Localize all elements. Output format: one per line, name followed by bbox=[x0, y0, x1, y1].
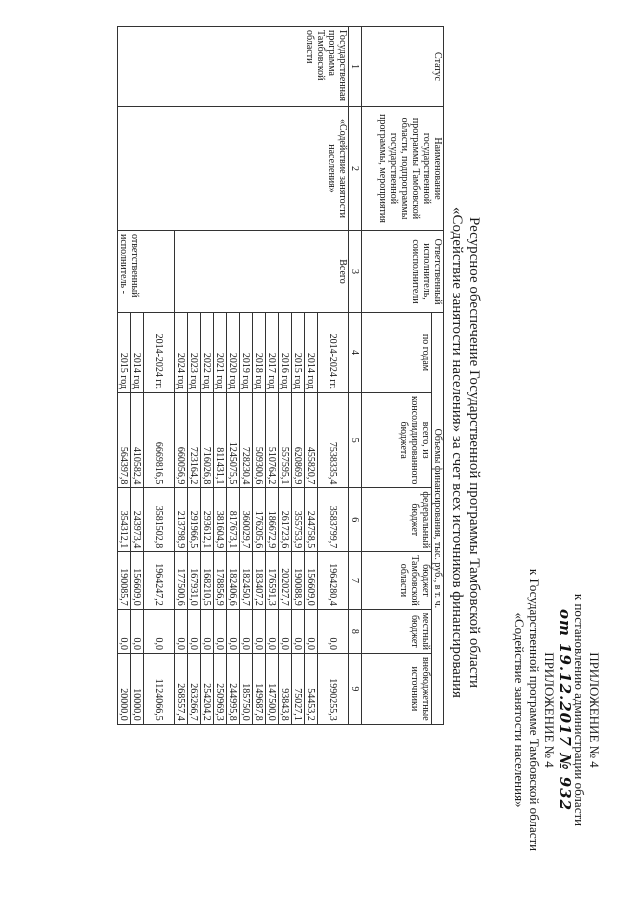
year-cell: 2017 год bbox=[266, 313, 279, 393]
extra-cell: 254204,2 bbox=[201, 653, 214, 724]
total-cell: 811431,1 bbox=[214, 393, 227, 488]
year-cell: 2014-2024 гг. bbox=[318, 313, 349, 393]
regional-cell: 178856,9 bbox=[214, 552, 227, 610]
extra-cell: 268557,4 bbox=[175, 653, 188, 724]
appendix-header bbox=[512, 545, 602, 875]
extra-cell: 75027,1 bbox=[292, 653, 305, 724]
extra-cell: 147500,0 bbox=[266, 653, 279, 724]
regional-cell: 202027,7 bbox=[279, 552, 292, 610]
federal-cell: 293612,1 bbox=[201, 488, 214, 552]
title-line-1: Ресурсное обеспечение Государственной программы Тамбовской области bbox=[466, 216, 482, 689]
regional-cell: 168210,5 bbox=[201, 552, 214, 610]
table-body bbox=[118, 27, 349, 725]
funding-table bbox=[117, 26, 444, 725]
header-total: всего, из консолидированного бюджета bbox=[362, 393, 432, 488]
local-cell: 0,0 bbox=[305, 609, 318, 653]
index-cell: 4 bbox=[349, 313, 362, 393]
year-cell: 2021 год bbox=[214, 313, 227, 393]
regional-cell: 167931,0 bbox=[188, 552, 201, 610]
local-cell: 0,0 bbox=[292, 609, 305, 653]
index-cell: 6 bbox=[349, 488, 362, 552]
resolution-date-number: от 19.12.2017 № 932 bbox=[556, 608, 574, 812]
extra-cell: 1124066,5 bbox=[144, 653, 175, 724]
executor-cell: ответственный исполнитель - bbox=[118, 231, 175, 313]
header-local: местный бюджет bbox=[362, 609, 432, 653]
program-name-cell: «Содействие занятости населения» bbox=[118, 107, 349, 231]
header-executor: Ответственный исполнитель, соисполнители bbox=[362, 231, 444, 313]
total-cell: 509300,6 bbox=[253, 393, 266, 488]
extra-cell: 244995,8 bbox=[227, 653, 240, 724]
total-cell: 716026,8 bbox=[201, 393, 214, 488]
year-cell: 2015 год bbox=[292, 313, 305, 393]
title-line-2: «Содействие занятости населения» за счет всех источников финансирования bbox=[449, 207, 465, 698]
total-cell: 6669816,5 bbox=[144, 393, 175, 488]
index-cell: 1 bbox=[349, 27, 362, 107]
total-cell: 455820,7 bbox=[305, 393, 318, 488]
extra-cell: 54453,2 bbox=[305, 653, 318, 724]
regional-cell: 177500,6 bbox=[175, 552, 188, 610]
regional-cell: 176591,3 bbox=[266, 552, 279, 610]
federal-cell: 3583799,7 bbox=[318, 488, 349, 552]
federal-cell: 213798,9 bbox=[175, 488, 188, 552]
local-cell: 0,0 bbox=[253, 609, 266, 653]
total-cell: 557595,1 bbox=[279, 393, 292, 488]
extra-cell: 1990255,3 bbox=[318, 653, 349, 724]
program-reference: к Государственной программе Тамбовской области bbox=[527, 568, 542, 852]
index-cell: 8 bbox=[349, 609, 362, 653]
header-by-years: по годам bbox=[362, 313, 432, 393]
program-name: «Содействие занятости населения» bbox=[512, 612, 527, 808]
federal-cell: 3581502,8 bbox=[144, 488, 175, 552]
year-cell: 2014 год bbox=[305, 313, 318, 393]
total-cell: 564397,8 bbox=[118, 393, 131, 488]
year-cell: 2014-2024 гг. bbox=[144, 313, 175, 393]
local-cell: 0,0 bbox=[118, 609, 131, 653]
index-cell: 5 bbox=[349, 393, 362, 488]
local-cell: 0,0 bbox=[201, 609, 214, 653]
total-cell: 410582,4 bbox=[131, 393, 144, 488]
total-cell: 660056,9 bbox=[175, 393, 188, 488]
federal-cell: 360029,7 bbox=[240, 488, 253, 552]
table-row bbox=[318, 27, 349, 725]
total-cell: 728230,4 bbox=[240, 393, 253, 488]
federal-cell: 354312,1 bbox=[118, 488, 131, 552]
executor-cell: Всего bbox=[175, 231, 349, 313]
regional-cell: 183407,2 bbox=[253, 552, 266, 610]
local-cell: 0,0 bbox=[188, 609, 201, 653]
resolution-reference: к постановлению администрации области bbox=[572, 593, 587, 827]
federal-cell: 186672,9 bbox=[266, 488, 279, 552]
local-cell: 0,0 bbox=[266, 609, 279, 653]
extra-cell: 20000,0 bbox=[118, 653, 131, 724]
index-cell: 3 bbox=[349, 231, 362, 313]
extra-cell: 185750,0 bbox=[240, 653, 253, 724]
year-cell: 2014 год bbox=[131, 313, 144, 393]
federal-cell: 355753,9 bbox=[292, 488, 305, 552]
regional-cell: 1964247,2 bbox=[144, 552, 175, 610]
local-cell: 0,0 bbox=[175, 609, 188, 653]
local-cell: 0,0 bbox=[227, 609, 240, 653]
appendix-number-2: ПРИЛОЖЕНИЕ № 4 bbox=[542, 652, 557, 768]
header-federal: федеральный бюджет bbox=[362, 488, 432, 552]
local-cell: 0,0 bbox=[131, 609, 144, 653]
index-cell: 2 bbox=[349, 107, 362, 231]
regional-cell: 1964280,4 bbox=[318, 552, 349, 610]
year-cell: 2020 год bbox=[227, 313, 240, 393]
federal-cell: 261723,6 bbox=[279, 488, 292, 552]
total-cell: 510764,2 bbox=[266, 393, 279, 488]
extra-cell: 250969,3 bbox=[214, 653, 227, 724]
index-cell: 7 bbox=[349, 552, 362, 610]
total-cell: 620869,9 bbox=[292, 393, 305, 488]
status-cell: Государственная программа Тамбовской области bbox=[118, 27, 349, 107]
appendix-number: ПРИЛОЖЕНИЕ № 4 bbox=[587, 652, 602, 768]
federal-cell: 243973,4 bbox=[131, 488, 144, 552]
regional-cell: 182450,7 bbox=[240, 552, 253, 610]
local-cell: 0,0 bbox=[279, 609, 292, 653]
total-cell: 1245075,5 bbox=[227, 393, 240, 488]
document-title bbox=[448, 0, 482, 905]
year-cell: 2016 год bbox=[279, 313, 292, 393]
header-extra: внебюджетные источники bbox=[362, 653, 432, 724]
federal-cell: 817673,1 bbox=[227, 488, 240, 552]
year-cell: 2015 год bbox=[118, 313, 131, 393]
column-index-row bbox=[349, 27, 362, 725]
federal-cell: 176205,6 bbox=[253, 488, 266, 552]
total-cell: 7538335,4 bbox=[318, 393, 349, 488]
year-cell: 2022 год bbox=[201, 313, 214, 393]
index-cell: 9 bbox=[349, 653, 362, 724]
year-cell: 2019 год bbox=[240, 313, 253, 393]
total-cell: 723164,2 bbox=[188, 393, 201, 488]
local-cell: 0,0 bbox=[240, 609, 253, 653]
federal-cell: 381604,9 bbox=[214, 488, 227, 552]
federal-cell: 244758,5 bbox=[305, 488, 318, 552]
header-status: Статус bbox=[362, 27, 444, 107]
header-volumes: Объемы финансирования, тыс. руб., в т. ч. bbox=[432, 313, 444, 725]
year-cell: 2018 год bbox=[253, 313, 266, 393]
regional-cell: 190088,9 bbox=[292, 552, 305, 610]
regional-cell: 156609,0 bbox=[131, 552, 144, 610]
extra-cell: 10000,0 bbox=[131, 653, 144, 724]
extra-cell: 263266,7 bbox=[188, 653, 201, 724]
header-regional: бюджет Тамбовской области bbox=[362, 552, 432, 610]
regional-cell: 182406,6 bbox=[227, 552, 240, 610]
regional-cell: 156609,0 bbox=[305, 552, 318, 610]
header-name: Наименование государственной программы Тамбовской области, подпрограммы государственной программы, мероприятия bbox=[362, 107, 444, 231]
extra-cell: 93843,8 bbox=[279, 653, 292, 724]
year-cell: 2023 год bbox=[188, 313, 201, 393]
year-cell: 2024 год bbox=[175, 313, 188, 393]
regional-cell: 190085,7 bbox=[118, 552, 131, 610]
local-cell: 0,0 bbox=[214, 609, 227, 653]
local-cell: 0,0 bbox=[144, 609, 175, 653]
extra-cell: 149687,8 bbox=[253, 653, 266, 724]
local-cell: 0,0 bbox=[318, 609, 349, 653]
federal-cell: 291966,5 bbox=[188, 488, 201, 552]
